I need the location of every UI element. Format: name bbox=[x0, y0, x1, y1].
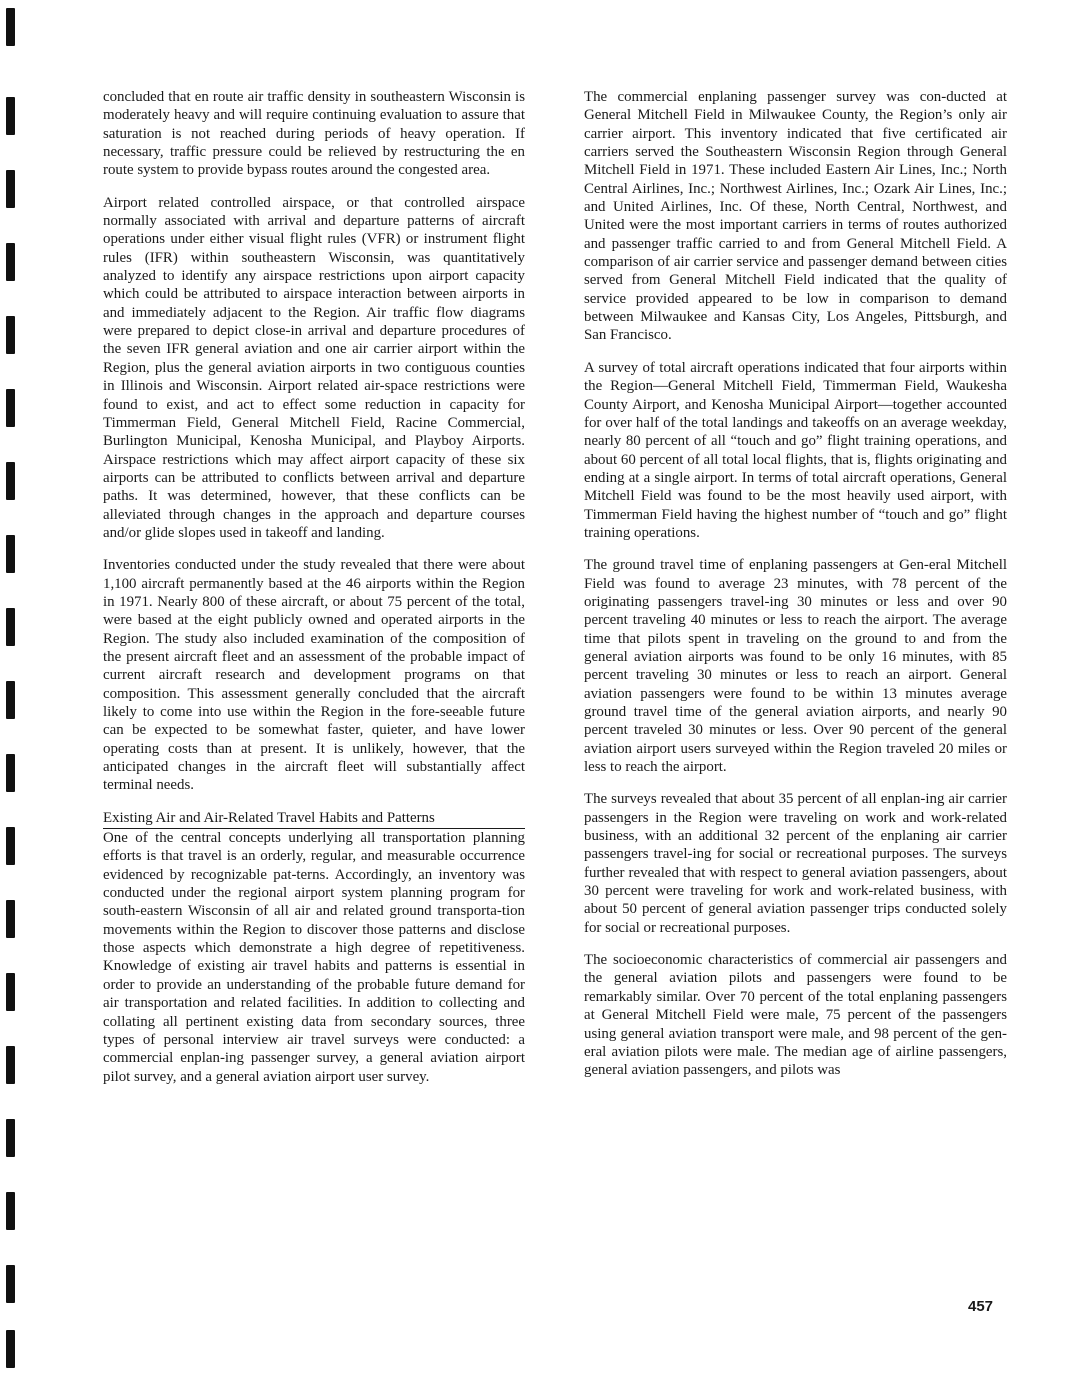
binder-mark bbox=[6, 681, 15, 719]
binder-mark bbox=[6, 243, 15, 281]
section-heading: Existing Air and Air-Related Travel Habits and Patterns bbox=[103, 809, 525, 829]
binder-mark bbox=[6, 754, 15, 792]
binder-mark bbox=[6, 1046, 15, 1084]
paragraph: A survey of total aircraft operations indicated that four airports within the Region—General Mitchell Field, Timmerman Field, Waukesha County Airport, and Kenosha Municipal Airport—together accounted for over half of the total landings and takeoffs on an average weekday, nearly 80 percent of all “touch and go” flight training operations, and about 60 percent of all total local flights, that is, flights originating and ending at a single airport. In terms of total aircraft operations, General Mitchell Field was found to be the most heavily used airport, with Timmerman Field having the highest number of “touch and go” flight training operations. bbox=[584, 359, 1007, 541]
binder-mark bbox=[6, 1119, 15, 1157]
paragraph: Inventories conducted under the study revealed that there were about 1,100 aircraft permanently based at the 46 airports within the Region in 1971. Nearly 800 of these aircraft, or about 75 percent of the total, were based at the eight publicly owned and operated airports in the Region. The study also included examination of the composition of the present aircraft fleet and an assessment of the probable impact of current aircraft research and development programs on that composition. This assessment generally concluded that the aircraft likely to come into use within the Region in the fore-seeable future can be expected to be somewhat faster, quieter, and have lower operating costs than at present. It is unlikely, however, that the anticipated changes in the aircraft fleet will substantially affect terminal needs. bbox=[103, 557, 525, 794]
left-column bbox=[103, 88, 525, 1100]
paragraph: The commercial enplaning passenger survey was con-ducted at General Mitchell Field in Milwaukee County, the Region’s only air carrier airport. This inventory indicated that five certificated air carriers served the Southeastern Wisconsin Region through General Mitchell Field in 1971. These included Eastern Air Lines, Inc.; North Central Airlines, Inc.; Northwest Airlines, Inc.; Ozark Air Lines, Inc.; and United Airlines, Inc. Of these, North Central, Northwest, and United were the most important carriers in terms of routes authorized and passenger traffic carried to and from General Mitchell Field. A comparison of air carrier service and passenger demand between cities served from General Mitchell Field indicated that the quality of service provided appeared to be low in comparison to demand between Milwaukee and Kansas City, Los Angeles, Pittsburgh, and San Francisco. bbox=[584, 89, 1007, 344]
binder-hole-marks bbox=[0, 0, 20, 1380]
page-number: 457 bbox=[968, 1298, 994, 1315]
binder-mark bbox=[6, 1265, 15, 1303]
right-column bbox=[584, 88, 1007, 1094]
binder-mark bbox=[6, 97, 15, 135]
paragraph: The surveys revealed that about 35 percent of all enplan-ing air carrier passengers in the Region were traveling on work and work-related business, with an additional 32 percent of the enplaning air carrier passengers travel-ing for social or recreational purposes. The surveys further revealed that with respect to general aviation passengers, about 30 percent were traveling for work and work-related business, with about 50 percent of general aviation passenger trips conducted solely for social or recreational purposes. bbox=[584, 791, 1007, 936]
binder-mark bbox=[6, 389, 15, 427]
paragraph: One of the central concepts underlying all transportation planning efforts is that travel is an orderly, regular, and measurable occurrence evidenced by recognizable pat-terns. Accordingly, an inventory was conducted under the regional airport system planning program for south-eastern Wisconsin of all air and related ground transporta-tion movements within the Region to discover those patterns and disclose those aspects which demonstrate a high degree of repetitiveness. Knowledge of existing air travel habits and patterns is essential in order to provide an understanding of the probable future demand for air transportation and related facilities. In addition to collecting and collating all pertinent existing data from secondary sources, three types of personal interview air travel surveys were conducted: a commercial enplan-ing passenger survey, a general aviation airport pilot survey, and a general aviation airport user survey. bbox=[103, 830, 525, 1085]
binder-mark bbox=[6, 535, 15, 573]
binder-mark bbox=[6, 1192, 15, 1230]
paragraph: The ground travel time of enplaning passengers at Gen-eral Mitchell Field was found to average 23 minutes, with 78 percent of the originating passengers travel-ing 30 minutes or less and over 90 percent traveling 40 minutes or less to reach the airport. The average time that pilots spent in traveling on the ground to and from the general aviation airports was found to be only 16 minutes, with 85 percent traveling 30 minutes or less to reach an airport. General aviation passengers were found to be within 13 minutes average ground travel time of the general aviation airports, and nearly 90 percent traveled 30 minutes or less. Over 90 percent of the general aviation airport users surveyed within the Region traveled 20 miles or less to reach the airport. bbox=[584, 557, 1007, 776]
paragraph: Airport related controlled airspace, or that controlled airspace normally associated with arrival and departure patterns of aircraft operations under either visual flight rules (VFR) or instrument flight rules (IFR) within southeastern Wisconsin, was quantitatively analyzed to identify any airspace restrictions upon airport capacity which could be attributed to airspace interaction between airports in and immediately adjacent to the Region. Air traffic flow diagrams were prepared to depict close-in arrival and departure procedures of the seven IFR general aviation and one air carrier airport within the Region, plus the general aviation airports in two contiguous counties in Illinois and Wisconsin. Airport related air-space restrictions were found to exist, and act to effect some reduction in capacity for Timmerman Field, General Mitchell Field, Racine Commercial, Burlington Municipal, Kenosha Municipal, and Playboy Airports. Airspace restrictions which may affect airport capacity of these six airports can be attributed to conflicts between arrival and departure paths. It was determined, however, that these conflicts can be alleviated through changes in the approach and departure courses and/or glide slopes used in takeoff and landing. bbox=[103, 194, 525, 541]
binder-mark bbox=[6, 8, 15, 46]
binder-mark bbox=[6, 462, 15, 500]
binder-mark bbox=[6, 170, 15, 208]
binder-mark bbox=[6, 1330, 15, 1368]
binder-mark bbox=[6, 608, 15, 646]
binder-mark bbox=[6, 827, 15, 865]
binder-mark bbox=[6, 900, 15, 938]
paragraph: The socioeconomic characteristics of commercial air passengers and the general aviation pilots and passengers were found to be remarkably similar. Over 70 percent of the total enplaning passengers at General Mitchell Field were male, 75 percent of the passengers using general aviation transport were male, and 98 percent of the gen-eral aviation pilots were male. The median age of airline passengers, general aviation passengers, and pilots was bbox=[584, 952, 1007, 1079]
binder-mark bbox=[6, 316, 15, 354]
binder-mark bbox=[6, 973, 15, 1011]
paragraph: concluded that en route air traffic density in southeastern Wisconsin is moderately heavy and will require continuing evaluation to assure that saturation is not reached during periods of heavy operation. If necessary, traffic pressure could be relieved by restructuring the en route system to provide bypass routes around the congested area. bbox=[103, 89, 525, 179]
